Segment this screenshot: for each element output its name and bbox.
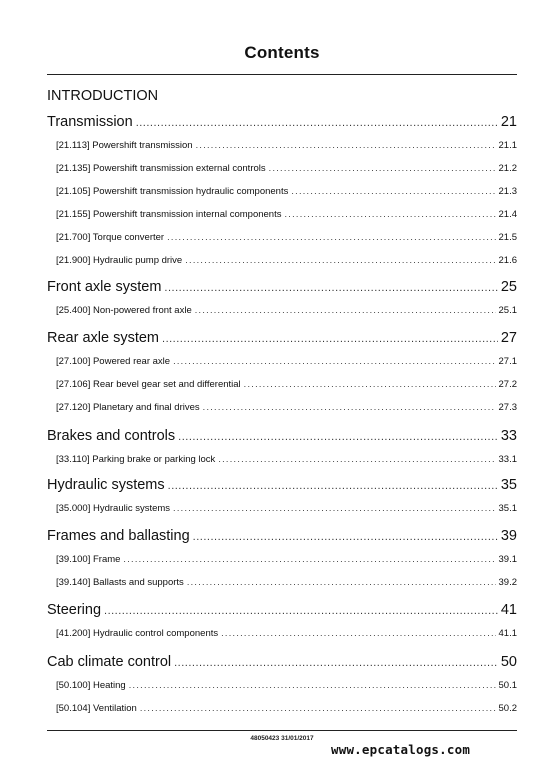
entry-label: [27.106] Rear bevel gear set and differential	[56, 379, 241, 390]
toc-entry[interactable]	[47, 255, 517, 267]
entry-page-number: 50.1	[498, 680, 517, 691]
entry-label: [50.104] Ventilation	[56, 703, 137, 714]
toc-entry[interactable]	[47, 356, 517, 368]
entry-label: [50.100] Heating	[56, 680, 126, 691]
entry-page-number: 50.2	[498, 703, 517, 714]
section-page-number: 50	[500, 654, 517, 670]
entry-page-number: 21.2	[498, 163, 517, 174]
entry-label: [35.000] Hydraulic systems	[56, 503, 171, 514]
section-page-number: 41	[500, 602, 517, 618]
dot-leader	[291, 186, 495, 196]
entry-page-number: 21.4	[498, 209, 517, 220]
dot-leader	[164, 282, 497, 294]
entry-page-number: 21.1	[498, 140, 517, 151]
dot-leader	[123, 554, 495, 564]
toc-entry[interactable]	[47, 163, 517, 175]
section-page-number: 33	[500, 428, 517, 444]
entry-label: [39.100] Frame	[56, 554, 121, 565]
dot-leader	[269, 163, 496, 173]
toc-entry[interactable]	[47, 232, 517, 244]
toc-section-heading[interactable]	[47, 330, 517, 348]
toc-entry[interactable]	[47, 554, 517, 566]
toc-entry[interactable]	[47, 305, 517, 317]
entry-page-number: 27.1	[498, 356, 517, 367]
entry-page-number: 27.3	[498, 402, 517, 413]
document-code: 48050423 31/01/2017	[250, 735, 314, 742]
section-title: Front axle system	[47, 279, 162, 295]
dot-leader	[218, 454, 495, 464]
dot-leader	[221, 628, 495, 638]
section-title: Hydraulic systems	[47, 477, 165, 493]
toc-section-heading[interactable]	[47, 279, 517, 297]
dot-leader	[244, 379, 496, 389]
section-page-number: 39	[500, 528, 517, 544]
dot-leader	[168, 480, 498, 492]
toc-entry[interactable]	[47, 402, 517, 414]
entry-page-number: 21.5	[498, 232, 517, 243]
section-page-number: 27	[500, 330, 517, 346]
section-page-number: 25	[500, 279, 517, 295]
entry-label: [25.400] Non-powered front axle	[56, 305, 192, 316]
entry-label: [27.100] Powered rear axle	[56, 356, 171, 367]
toc-entry[interactable]	[47, 628, 517, 640]
dot-leader	[162, 333, 498, 345]
toc-section-heading[interactable]	[47, 428, 517, 446]
section-title: Cab climate control	[47, 654, 172, 670]
entry-page-number: 33.1	[498, 454, 517, 465]
dot-leader	[129, 680, 496, 690]
page-title: Contents	[244, 43, 320, 62]
toc-entry[interactable]	[47, 140, 517, 152]
toc-section-heading[interactable]	[47, 528, 517, 546]
toc-section-heading[interactable]	[47, 602, 517, 620]
toc-entry[interactable]	[47, 577, 517, 589]
dot-leader	[167, 232, 495, 242]
title-divider	[47, 74, 517, 75]
dot-leader	[173, 356, 495, 366]
intro-heading: INTRODUCTION	[47, 88, 159, 104]
dot-leader	[196, 140, 496, 150]
toc-entry[interactable]	[47, 703, 517, 715]
section-title: Steering	[47, 602, 102, 618]
entry-page-number: 25.1	[498, 305, 517, 316]
dot-leader	[193, 531, 498, 543]
toc-entry[interactable]	[47, 186, 517, 198]
section-page-number: 21	[500, 114, 517, 130]
dot-leader	[195, 305, 496, 315]
entry-label: [39.140] Ballasts and supports	[56, 577, 184, 588]
toc-entry[interactable]	[47, 209, 517, 221]
toc-entry[interactable]	[47, 680, 517, 692]
entry-page-number: 21.3	[498, 186, 517, 197]
toc-section-heading[interactable]	[47, 114, 517, 132]
section-title: Rear axle system	[47, 330, 160, 346]
entry-label: [27.120] Planetary and final drives	[56, 402, 200, 413]
toc-section-heading[interactable]	[47, 477, 517, 495]
toc-entry[interactable]	[47, 454, 517, 466]
dot-leader	[174, 657, 498, 669]
entry-label: [21.135] Powershift transmission external controls	[56, 163, 266, 174]
dot-leader	[140, 703, 496, 713]
section-title: Transmission	[47, 114, 133, 130]
dot-leader	[104, 605, 498, 617]
section-page-number: 35	[500, 477, 517, 493]
footer-divider	[47, 730, 517, 731]
toc-entry[interactable]	[47, 503, 517, 515]
dot-leader	[187, 577, 496, 587]
dot-leader	[173, 503, 495, 513]
toc-entry[interactable]	[47, 379, 517, 391]
entry-label: [41.200] Hydraulic control components	[56, 628, 219, 639]
entry-page-number: 21.6	[498, 255, 517, 266]
dot-leader	[284, 209, 495, 219]
entry-page-number: 27.2	[498, 379, 517, 390]
dot-leader	[203, 402, 496, 412]
dot-leader	[185, 255, 495, 265]
watermark-url: www.epcatalogs.com	[331, 742, 471, 757]
entry-label: [21.900] Hydraulic pump drive	[56, 255, 183, 266]
entry-page-number: 41.1	[498, 628, 517, 639]
toc-section-heading[interactable]	[47, 654, 517, 672]
dot-leader	[136, 117, 498, 129]
section-title: Brakes and controls	[47, 428, 176, 444]
entry-label: [21.700] Torque converter	[56, 232, 165, 243]
entry-page-number: 35.1	[498, 503, 517, 514]
entry-label: [33.110] Parking brake or parking lock	[56, 454, 216, 465]
entry-label: [21.105] Powershift transmission hydraulic components	[56, 186, 289, 197]
entry-page-number: 39.1	[498, 554, 517, 565]
entry-label: [21.155] Powershift transmission internal components	[56, 209, 282, 220]
section-title: Frames and ballasting	[47, 528, 190, 544]
entry-label: [21.113] Powershift transmission	[56, 140, 193, 151]
entry-page-number: 39.2	[498, 577, 517, 588]
dot-leader	[178, 431, 498, 443]
